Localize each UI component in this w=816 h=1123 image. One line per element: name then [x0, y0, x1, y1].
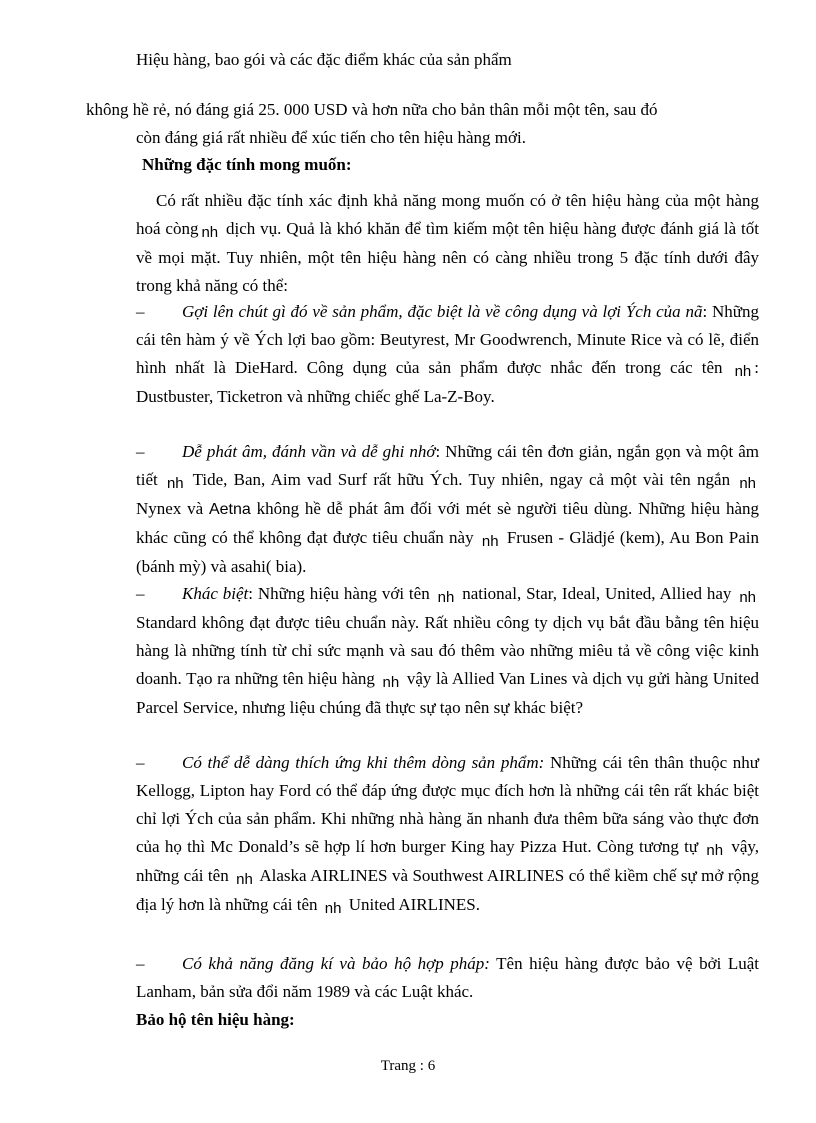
list-item-title: Khác biệt [182, 584, 249, 603]
list-item-legal-protection: – Có khả năng đăng kí và bảo hộ hợp pháp: Tên hiệu hàng được bảo vệ bởi Luật Lanham, bản sửa đổi năm 1989 và các Luật khác. [136, 950, 759, 1006]
list-item-extendable: – Có thể dễ dàng thích ứng khi thêm dòng sản phẩm: Những cái tên thân thuộc như Kellogg, Lipton hay Ford có thể đáp ứng được mục đích hơn là những cái tên rất khác biệt chỉ lợi Ých của sản phẩm. Khi những nhà hàng ăn nhanh đưa thêm bữa sáng vào thực đơn của họ thì Mc Donald’s sẽ hợp lí hơn burger King hay Pizza Hut. Còng tương tự nh vậy, những cái tên nh Alaska AIRLINES và Southwest AIRLINES có thể kiềm chế sự mở rộng địa lý hơn là những cái tên nh United AIRLINES. [136, 749, 759, 920]
running-header: Hiệu hàng, bao gói và các đặc điểm khác của sản phẩm [136, 50, 512, 69]
dash-bullet: – [136, 302, 145, 321]
list-item-title: Có khả năng đăng kí và bảo hộ hợp pháp: [182, 954, 490, 973]
list-item-suggest-benefits: – Gợi lên chút gì đó về sản phẩm, đặc biệt là về công dụng và lợi Ých của nã: Những cái tên hàm ý về Ých lợi bao gồm: Beutyrest, Mr Goodwrench, Minute Rice và có lẽ, điển hình nhất là DieHard. Công dụng của sản phẩm được nhắc đến trong các tên nh : Dustbuster, Ticketron và những chiếc ghế La-Z-Boy. [136, 298, 759, 411]
dash-bullet: – [136, 442, 145, 461]
paragraph-qualities: Có rất nhiều đặc tính xác định khả năng mong muốn có ở tên hiệu hàng của một hàng hoá còng nh dịch vụ. Quả là khó khăn để tìm kiếm một tên hiệu hàng được đánh giá là tốt về mọi mặt. Tuy nhiên, một tên hiệu hàng nên có càng nhiều trong 5 đặc tính dưới đây trong khả năng có thể: [136, 191, 760, 295]
list-item-distinctive: – Khác biệt: Những hiệu hàng với tên nh national, Star, Ideal, United, Allied hay nh Standard không đạt được tiêu chuẩn này. Rất nhiều công ty dịch vụ bắt đầu bằng tên hiệu hàng là những tính từ chỉ sức mạnh và sau đó thêm vào những miêu tả về công việc kinh doanh. Tạo ra những tên hiệu hàng nh vậy là Allied Van Lines và dịch vụ gửi hàng United Parcel Service, nhưng liệu chúng đã thực sự tạo nên sự khác biệt? [136, 580, 759, 722]
intro-line-2: còn đáng giá rất nhiều để xúc tiến cho tên hiệu hàng mới. [136, 128, 526, 147]
dash-bullet: – [136, 954, 145, 973]
list-item-title: Gợi lên chút gì đó về sản phẩm, đặc biệt là về công dụng và lợi Ých của nã [182, 302, 703, 321]
list-item-title: Có thể dễ dàng thích ứng khi thêm dòng sản phẩm: [182, 753, 545, 772]
intro-line-1: không hề rẻ, nó đáng giá 25. 000 USD và hơn nữa cho bản thân mỗi một tên, sau đó [86, 100, 658, 119]
dash-bullet: – [136, 584, 145, 603]
page-number-footer: Trang : 6 [380, 1058, 436, 1074]
list-item-easy-to-pronounce: – Dễ phát âm, đánh vần và dễ ghi nhớ: Những cái tên đơn giản, ngắn gọn và một âm tiết nh Tide, Ban, Aim vad Surf rất hữu Ých. Tuy nhiên, ngay cả một vài tên ngắn nh Nynex và Aetna không hề dễ phát âm đối với mét sè người tiêu dùng. Những hiệu hàng khác cũng có thể không đạt được tiêu chuẩn này nh Frusen - Glädjé (kem), Au Bon Pain (bánh mỳ) và asahi( bia). [136, 438, 759, 581]
heading-desired-qualities: Những đặc tính mong muốn: [142, 155, 352, 174]
list-item-title: Dễ phát âm, đánh vần và dễ ghi nhớ [182, 442, 436, 461]
heading-brand-protection: Bảo hộ tên hiệu hàng: [136, 1010, 295, 1029]
dash-bullet: – [136, 753, 145, 772]
